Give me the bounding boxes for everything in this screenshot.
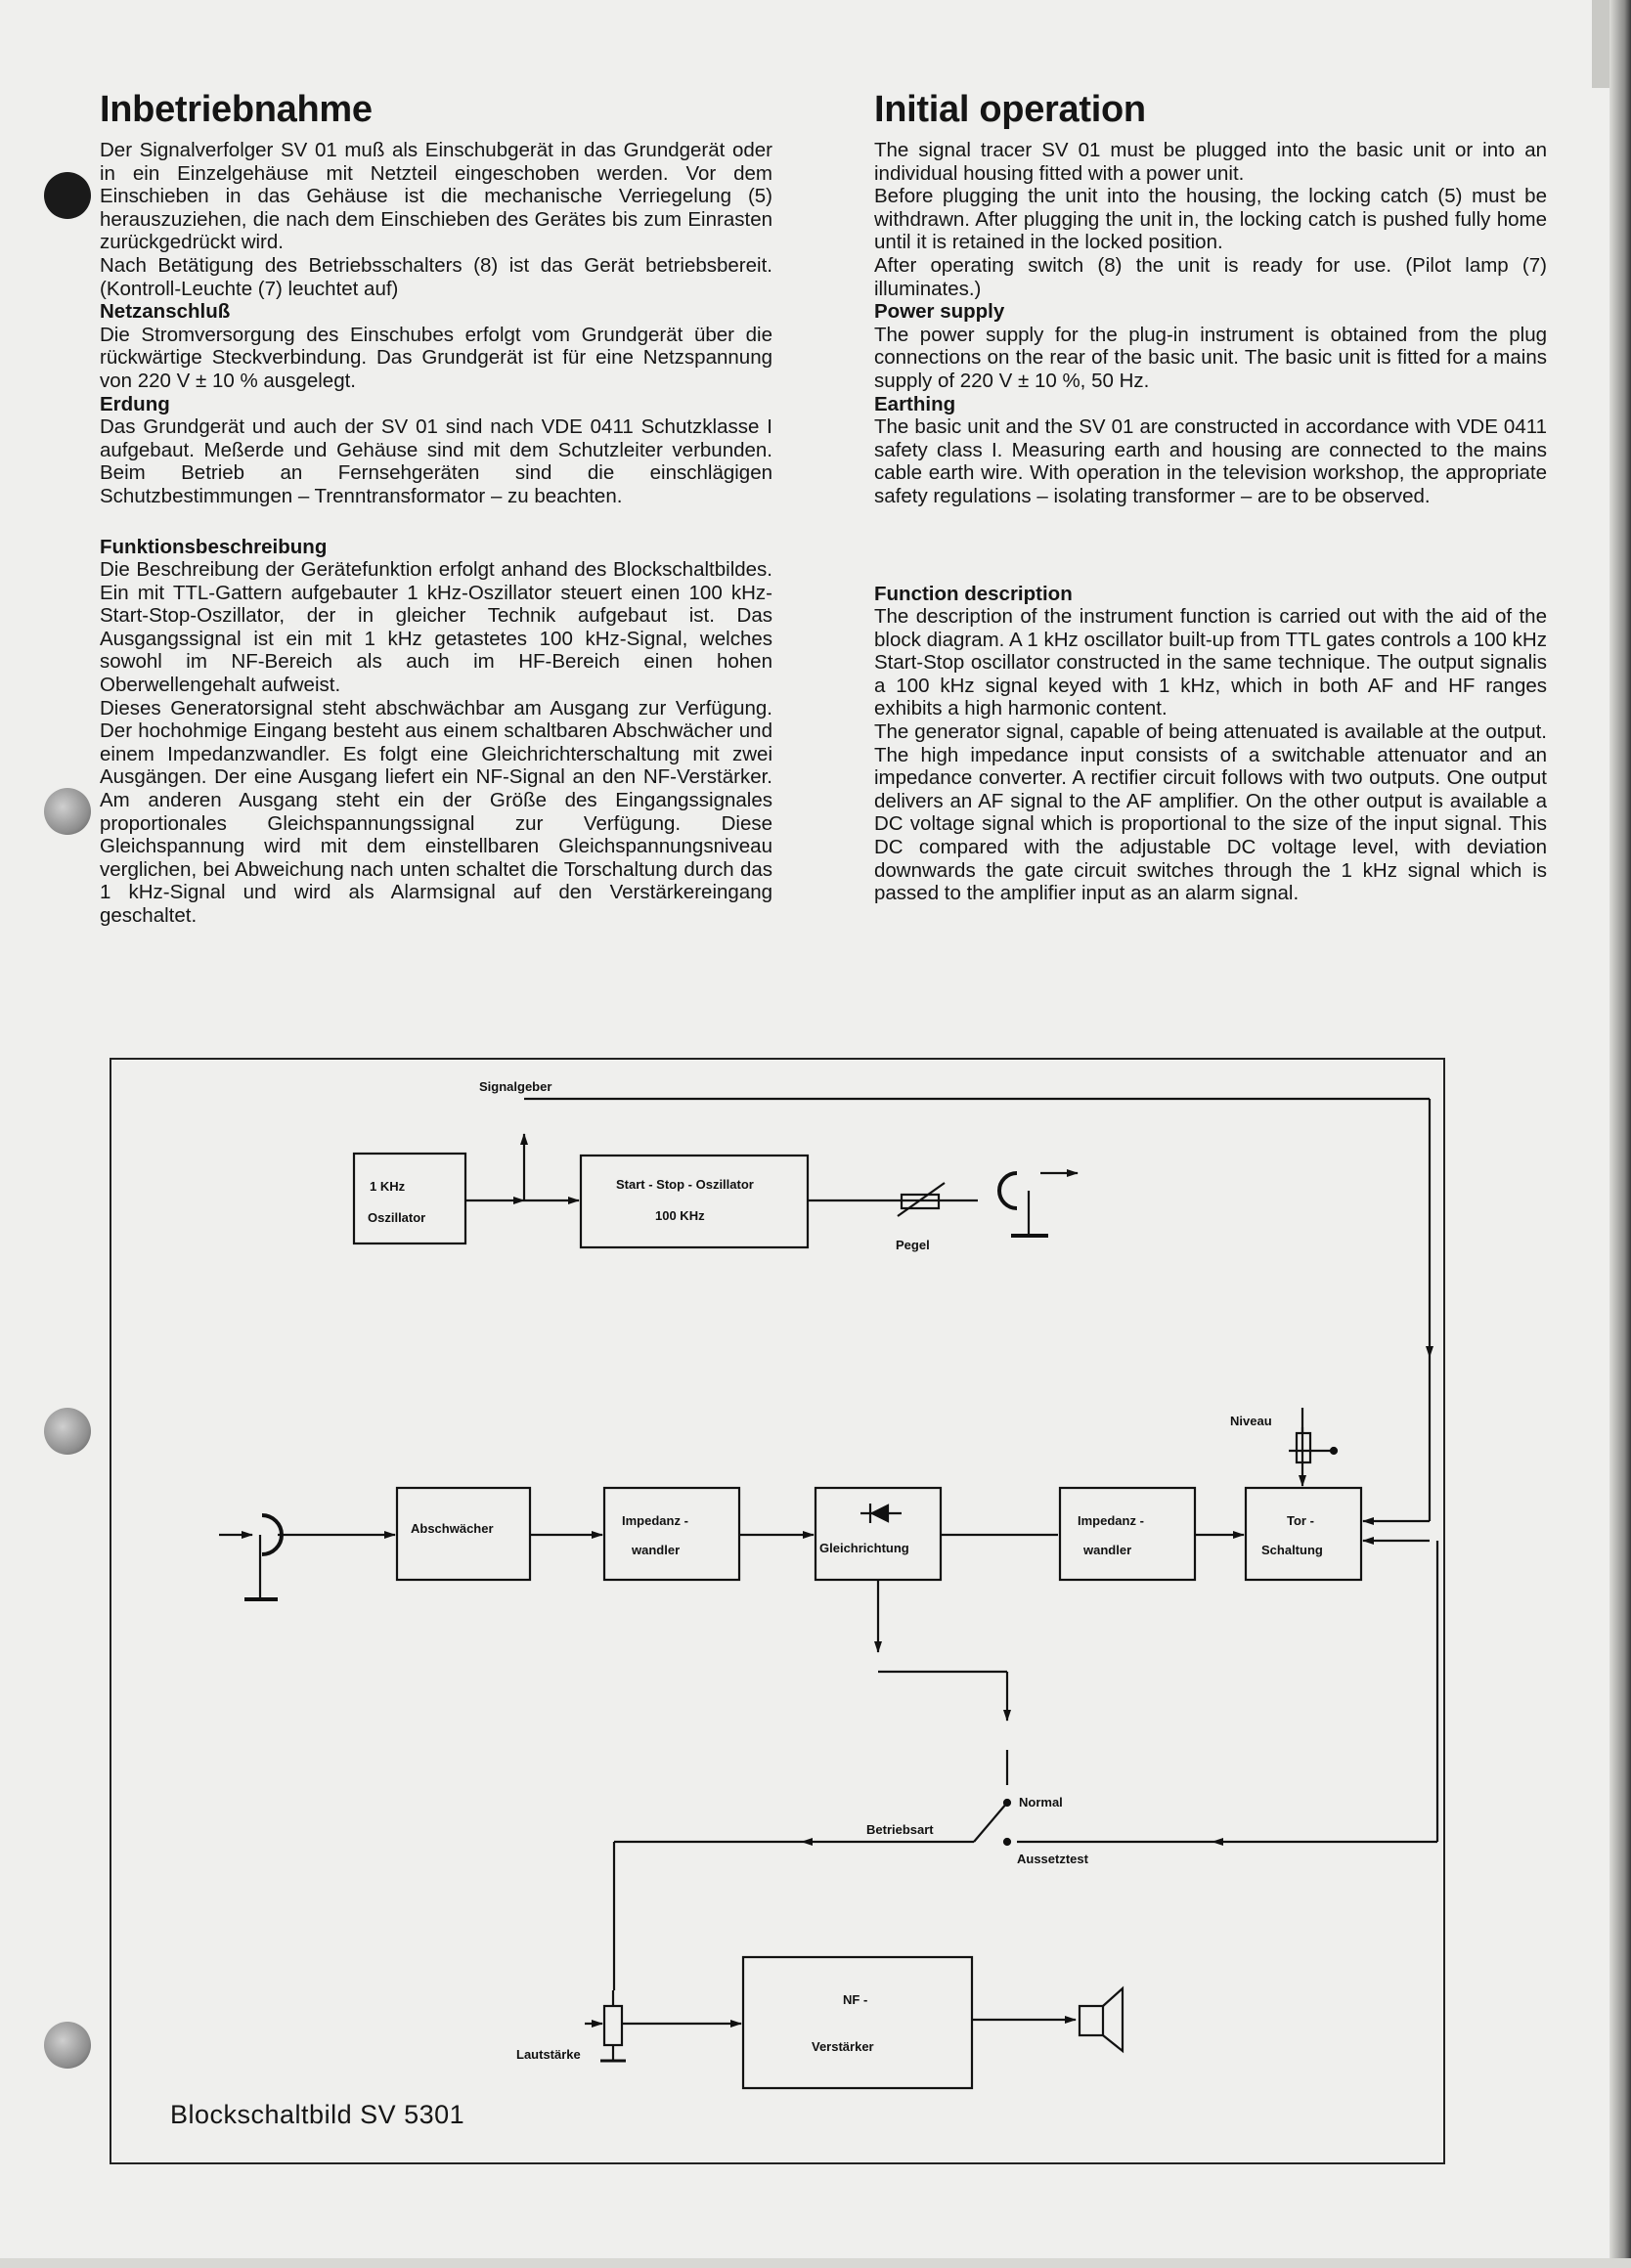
section-text: The power supply for the plug-in instrument is obtained from the plug connections on the rear of the basic unit. The basic unit is fitted for a mains supply of 220 V ± 10 %, 50 Hz. (874, 323, 1547, 392)
page-title-de: Inbetriebnahme (100, 89, 373, 130)
label-signalgeber: Signalgeber (479, 1079, 552, 1094)
box-gleichrichtung (816, 1488, 941, 1580)
section-heading: Funktionsbeschreibung (100, 535, 328, 558)
label-betriebsart: Betriebsart (866, 1822, 934, 1837)
box-torschaltung (1246, 1488, 1361, 1580)
section-heading: Netzanschluß (100, 300, 231, 324)
label-lautstaerke: Lautstärke (516, 2047, 581, 2062)
label-aussetztest: Aussetztest (1017, 1852, 1088, 1866)
box-label: Verstärker (812, 2039, 874, 2054)
lautstaerke-potentiometer (604, 2006, 622, 2045)
box-label: Tor - (1287, 1513, 1314, 1528)
section-text: The description of the instrument function is carried out with the aid of the block diagram. A 1 kHz oscillator built-up from TTL gates controls a 100 kHz Start-Stop oscillator constructed in the same technique. The output signalis a 100 kHz signal keyed with 1 kHz, which in both AF and HF ranges exhibits a high harmonic content. (874, 605, 1547, 720)
box-label: wandler (1083, 1543, 1132, 1557)
box-label: NF - (843, 1992, 868, 2007)
box-label: Impedanz - (1078, 1513, 1144, 1528)
box-1khz-oscillator (354, 1154, 465, 1243)
box-label: Schaltung (1261, 1543, 1323, 1557)
box-label: 100 KHz (655, 1208, 705, 1223)
section-heading: Erdung (100, 392, 170, 415)
box-label: wandler (632, 1543, 681, 1557)
section-text: Das Grundgerät und auch der SV 01 sind nach VDE 0411 Schutzklasse I aufgebaut. Meßerde und Gehäuse sind mit dem Schutzleiter verbunden. Beim Betrieb an Fernsehgeräten sind die einschlägigen Schutzbestimmungen – Trenntransformator – zu beachten. (100, 415, 772, 507)
section-text: The basic unit and the SV 01 are constructed in accordance with VDE 0411 safety class I. Measuring earth and housing are connected to the mains cable earth wire. With operation in the television workshop, the appropriate safety regulations – isolating transformer – are to be observed. (874, 415, 1547, 507)
box-impedanzwandler-2 (1060, 1488, 1195, 1580)
section-text: Die Beschreibung der Gerätefunktion erfolgt anhand des Blockschaltbildes. Ein mit TTL-Gattern aufgebauter 1 kHz-Oszillator steuert einen 100 kHz-Start-Stop-Oszillator, der in gleicher Technik aufgebaut ist. Das Ausgangssignal ist ein mit 1 kHz getastetes 100 kHz-Signal, welches sowohl im NF-Bereich als auch im HF-Bereich einen hohen Oberwellengehalt aufweist. (100, 558, 772, 697)
box-start-stop-oscillator (581, 1156, 808, 1247)
page-title-en: Initial operation (874, 89, 1146, 130)
section-text: Dieses Generatorsignal steht abschwächbar am Ausgang zur Verfügung. Der hochohmige Eingang besteht aus einem schaltbaren Abschwächer und einem Impedanzwandler. Es folgt eine Gleichrichterschaltung mit zwei Ausgängen. Der eine Ausgang liefert ein NF-Signal an den NF-Verstärker. Am anderen Ausgang steht ein der Größe des Eingangssignales proportionales Gleichspannungssignal zur Verfügung. Diese Gleichspannung wird mit dem einstellbaren Gleichspannungsniveau verglichen, bei Abweichung nach unten schaltet die Torschaltung durch das 1 kHz-Signal und wird als Alarmsignal auf den Verstärkereingang geschaltet. (100, 696, 772, 927)
label-pegel: Pegel (896, 1238, 930, 1252)
section-text: The generator signal, capable of being attenuated is available at the output. The high impedance input consists of a switchable attenuator and an impedance converter. A rectifier circuit follows with two outputs. One output delivers an AF signal to the AF amplifier. On the other output is available a DC voltage signal which is proportional to the size of the input signal. This DC compared with the adjustable DC voltage level, with deviation downwards the gate circuit switches through the 1 kHz signal which is passed to the amplifier input as an alarm signal. (874, 720, 1547, 905)
speaker-icon (1080, 2006, 1103, 2035)
section-heading: Function description (874, 582, 1073, 605)
intro-paragraph: Der Signalverfolger SV 01 muß als Einschubgerät in das Grundgerät oder in ein Einzelgehäuse mit Netzteil eingeschoben werden. Vor dem Einschieben in das Gehäuse ist die mechanische Verriegelung (5) herauszuziehen, die nach dem Einschieben des Gerätes bis zum Einrasten zurückgedrückt wird. (100, 139, 772, 254)
box-label: Impedanz - (622, 1513, 688, 1528)
box-label: Abschwächer (411, 1521, 494, 1536)
box-label: Oszillator (368, 1210, 426, 1225)
label-normal: Normal (1019, 1795, 1063, 1810)
section-heading: Earthing (874, 392, 956, 415)
box-label: Start - Stop - Oszillator (616, 1177, 754, 1192)
box-label: 1 KHz (370, 1179, 406, 1194)
section-heading: Power supply (874, 300, 1005, 324)
intro-paragraph: Before plugging the unit into the housing, the locking catch (5) must be withdrawn. After plugging the unit in, the locking catch is pushed fully home until it is retained in the locked position. (874, 185, 1547, 254)
section-text: Die Stromversorgung des Einschubes erfolgt vom Grundgerät über die rückwärtige Steckverbindung. Das Grundgerät ist für eine Netzspannung von 220 V ± 10 % ausgelegt. (100, 323, 772, 392)
intro-paragraph: Nach Betätigung des Betriebsschalters (8) ist das Gerät betriebsbereit. (Kontroll-Leuchte (7) leuchtet auf) (100, 253, 772, 300)
label-niveau: Niveau (1230, 1414, 1272, 1428)
intro-paragraph: After operating switch (8) the unit is ready for use. (Pilot lamp (7) illuminates.) (874, 253, 1547, 300)
intro-paragraph: The signal tracer SV 01 must be plugged into the basic unit or into an individual housing fitted with a power unit. (874, 139, 1547, 185)
box-nf-verstaerker (743, 1957, 972, 2088)
diagram-caption: Blockschaltbild SV 5301 (170, 2100, 465, 2129)
box-label: Gleichrichtung (819, 1541, 909, 1555)
box-impedanzwandler-1 (604, 1488, 739, 1580)
